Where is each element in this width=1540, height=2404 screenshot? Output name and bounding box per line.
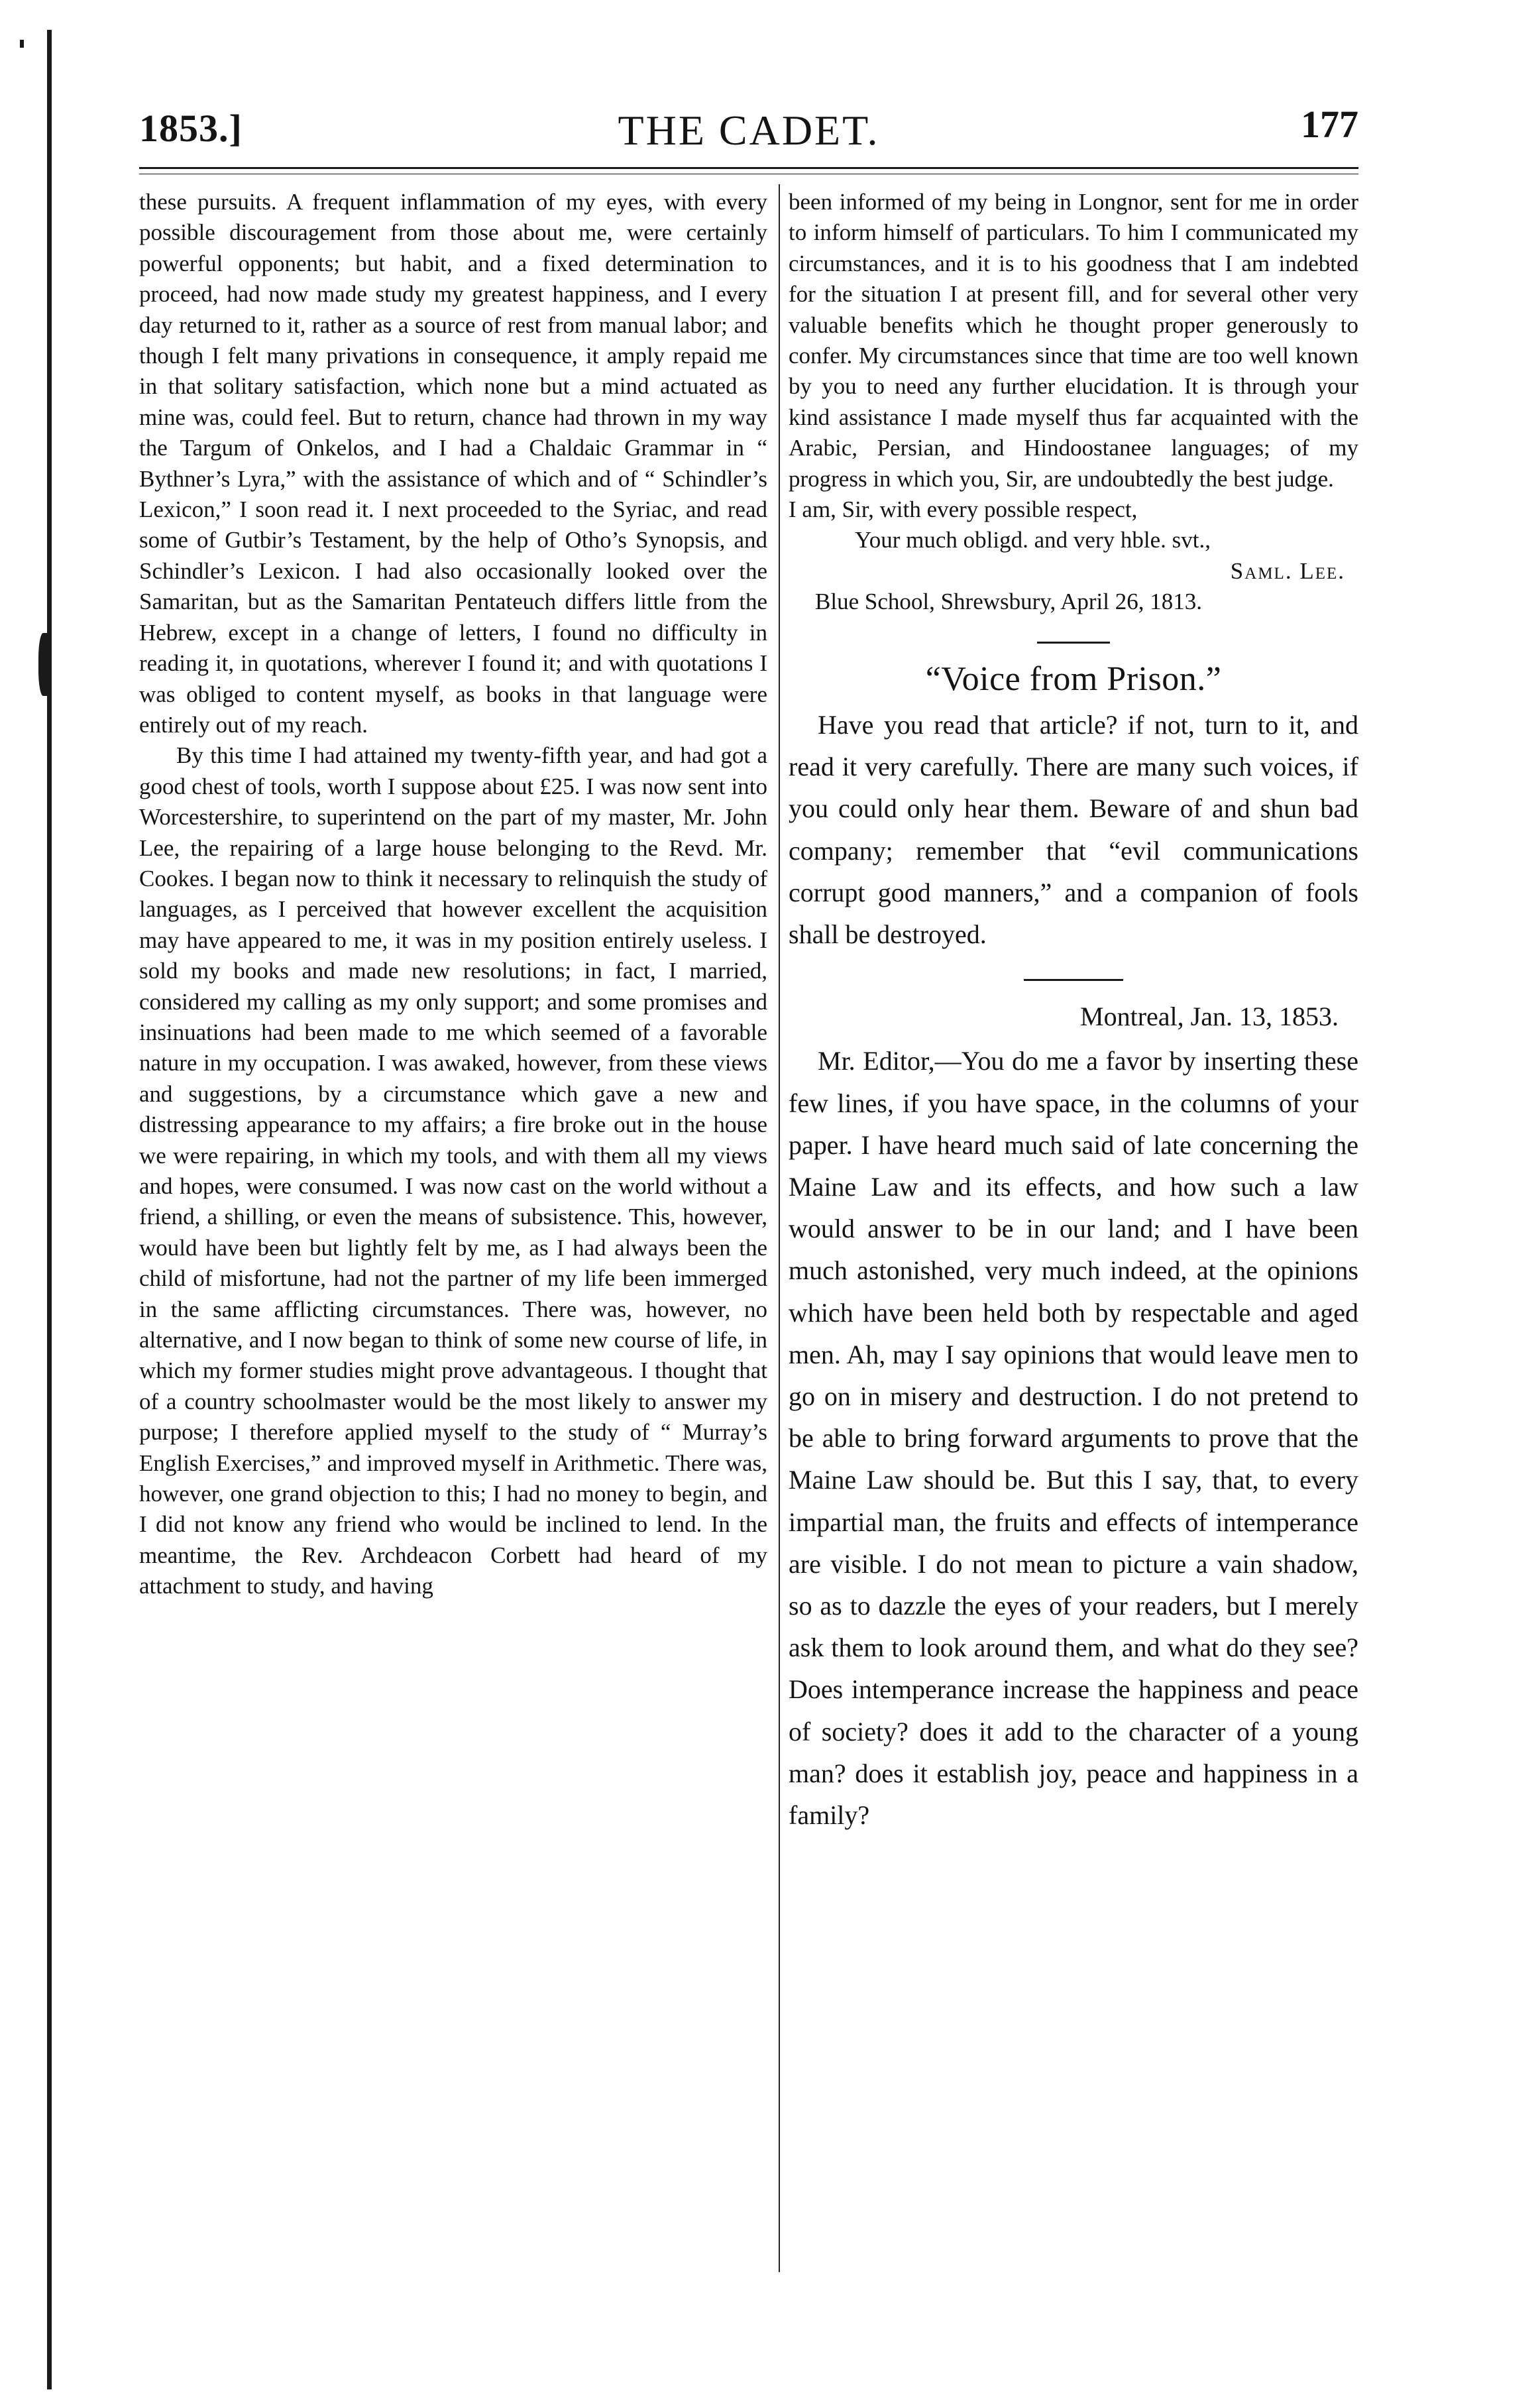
header-page-number: 177 — [1301, 103, 1358, 146]
paragraph: been informed of my being in Longnor, sent for me in order to inform himself of particulars. To him I communicated my circumstances, and it is to his goodness that I am indebted for the situation I at present fill, and for several other very valuable benefits which he thought proper generously to confer. My circumstances since that time are too well known by you to need any further elucidation. It is through your kind assistance I made myself thus far acquainted with the Arabic, Persian, and Hindoostanee languages; of my progress in which you, Sir, are undoubtedly the best judge. — [789, 189, 1358, 492]
signature: Saml. Lee. — [1230, 557, 1345, 584]
letter-closing-2: Your much obligd. and very hble. svt., — [855, 527, 1211, 553]
binding-margin-rule — [47, 30, 52, 2389]
binding-notch — [38, 633, 50, 696]
place-date: Blue School, Shrewsbury, April 26, 1813. — [815, 589, 1202, 615]
paragraph: Have you read that article? if not, turn to it, and read it very carefully. There are many such voices, if you could only hear them. Beware of and shun bad company; remember that “evil communications corrupt good manners,” and a companion of fools shall be destroyed. — [789, 709, 1358, 949]
letter-closing: I am, Sir, with every possible respect, — [789, 496, 1138, 523]
paragraph: By this time I had attained my twenty-fifth year, and had got a good chest of tools, worth I suppose about £25. I was now sent into Worcestershire, to superintend on the part of my master, Mr. John Lee, the repairing of a large house belonging to the Revd. Mr. Cookes. I began now to think it necessary to relinquish the study of languages, as I perceived that however excellent the acquisition may have appeared to me, it was in my position entirely useless. I sold my books and made new resolutions; in fact, I married, considered my calling as my only support; and some promises and insinuations had been made to me which seemed of a favorable nature in my occupation. I was awaked, however, from these views and suggestions, by a circumstance which gave a new and distressing appearance to my affairs; a fire broke out in the house we were repairing, in which my tools, and with them all my views and hopes, were consumed. I was now cast on the world without a friend, a shilling, or even the means of subsistence. This, however, would have been but lightly felt by me, as I had always been the child of misfortune, had not the partner of my life been immerged in the same afflicting circumstances. There was, however, no alternative, and I now began to think of some new course of life, in which my former studies might prove advantageous. I thought that of a country schoolmaster would be the most likely to answer my purpose; I therefore applied myself to the study of “ Murray’s English Exercises,” and improved myself in Arithmetic. There was, however, one grand objection to this; I had no money to begin, and I did not know any friend who would be inclined to lend. In the meantime, the Rev. Archdeacon Corbett had heard of my attachment to study, and having — [139, 742, 767, 1599]
header-rule — [139, 167, 1358, 169]
left-column — [139, 187, 767, 1602]
letter-conclusion — [789, 187, 1358, 618]
right-column — [789, 187, 1358, 1836]
section-title: “Voice from Prison.” — [925, 659, 1222, 698]
dateline: Montreal, Jan. 13, 1853. — [1080, 1002, 1339, 1032]
section-rule — [1024, 979, 1123, 981]
voice-from-prison-section — [789, 658, 1358, 955]
running-header — [139, 103, 1358, 166]
header-year: 1853.] — [139, 107, 243, 150]
montreal-letter — [789, 996, 1358, 1836]
paragraph: Mr. Editor,—You do me a favor by inserting these few lines, if you have space, in the columns of your paper. I have heard much said of late concerning the Maine Law and its effects, and how such a law would answer to be in our land; and I have been much astonished, very much indeed, at the opinions which have been held both by respectable and aged men. Ah, may I say opinions that would leave men to go on in misery and destruction. I do not pretend to be able to bring forward arguments to prove that the Maine Law should be. But this I say, that, to every impartial man, the fruits and effects of intemperance are visible. I do not mean to picture a vain shadow, so as to dazzle the eyes of your readers, but I merely ask them to look around them, and what do they see? Does intemperance increase the happiness and peace of society? does it add to the character of a young man? does it establish joy, peace and happiness in a family? — [789, 1046, 1358, 1830]
paragraph: these pursuits. A frequent inflammation of my eyes, with every possible discouragement from those about me, were certainly powerful opponents; but habit, and a fixed determination to proceed, had now made study my greatest happiness, and I every day returned to it, rather as a source of rest from manual labor; and though I felt many privations in consequence, it amply repaid me in that solitary satisfaction, which none but a mind actuated as mine was, could feel. But to return, chance had thrown in my way the Targum of Onkelos, and I had a Chaldaic Grammar in “ Bythner’s Lyra,” with the assistance of which and of “ Schindler’s Lexicon,” I soon read it. I next proceeded to the Syriac, and read some of Gutbir’s Testament, by the help of Otho’s Synopsis, and Schindler’s Lexicon. I had also occasionally looked over the Samaritan, but as the Samaritan Pentateuch differs little from the Hebrew, except in a change of letters, I found no difficulty in reading it, in quotations, wherever I found it; and with quotations I was obliged to content myself, as books in that language were entirely out of my reach. — [139, 189, 767, 738]
margin-tick — [20, 40, 24, 48]
section-rule — [1037, 642, 1110, 644]
header-title: THE CADET. — [618, 107, 880, 154]
column-divider — [779, 184, 780, 2272]
